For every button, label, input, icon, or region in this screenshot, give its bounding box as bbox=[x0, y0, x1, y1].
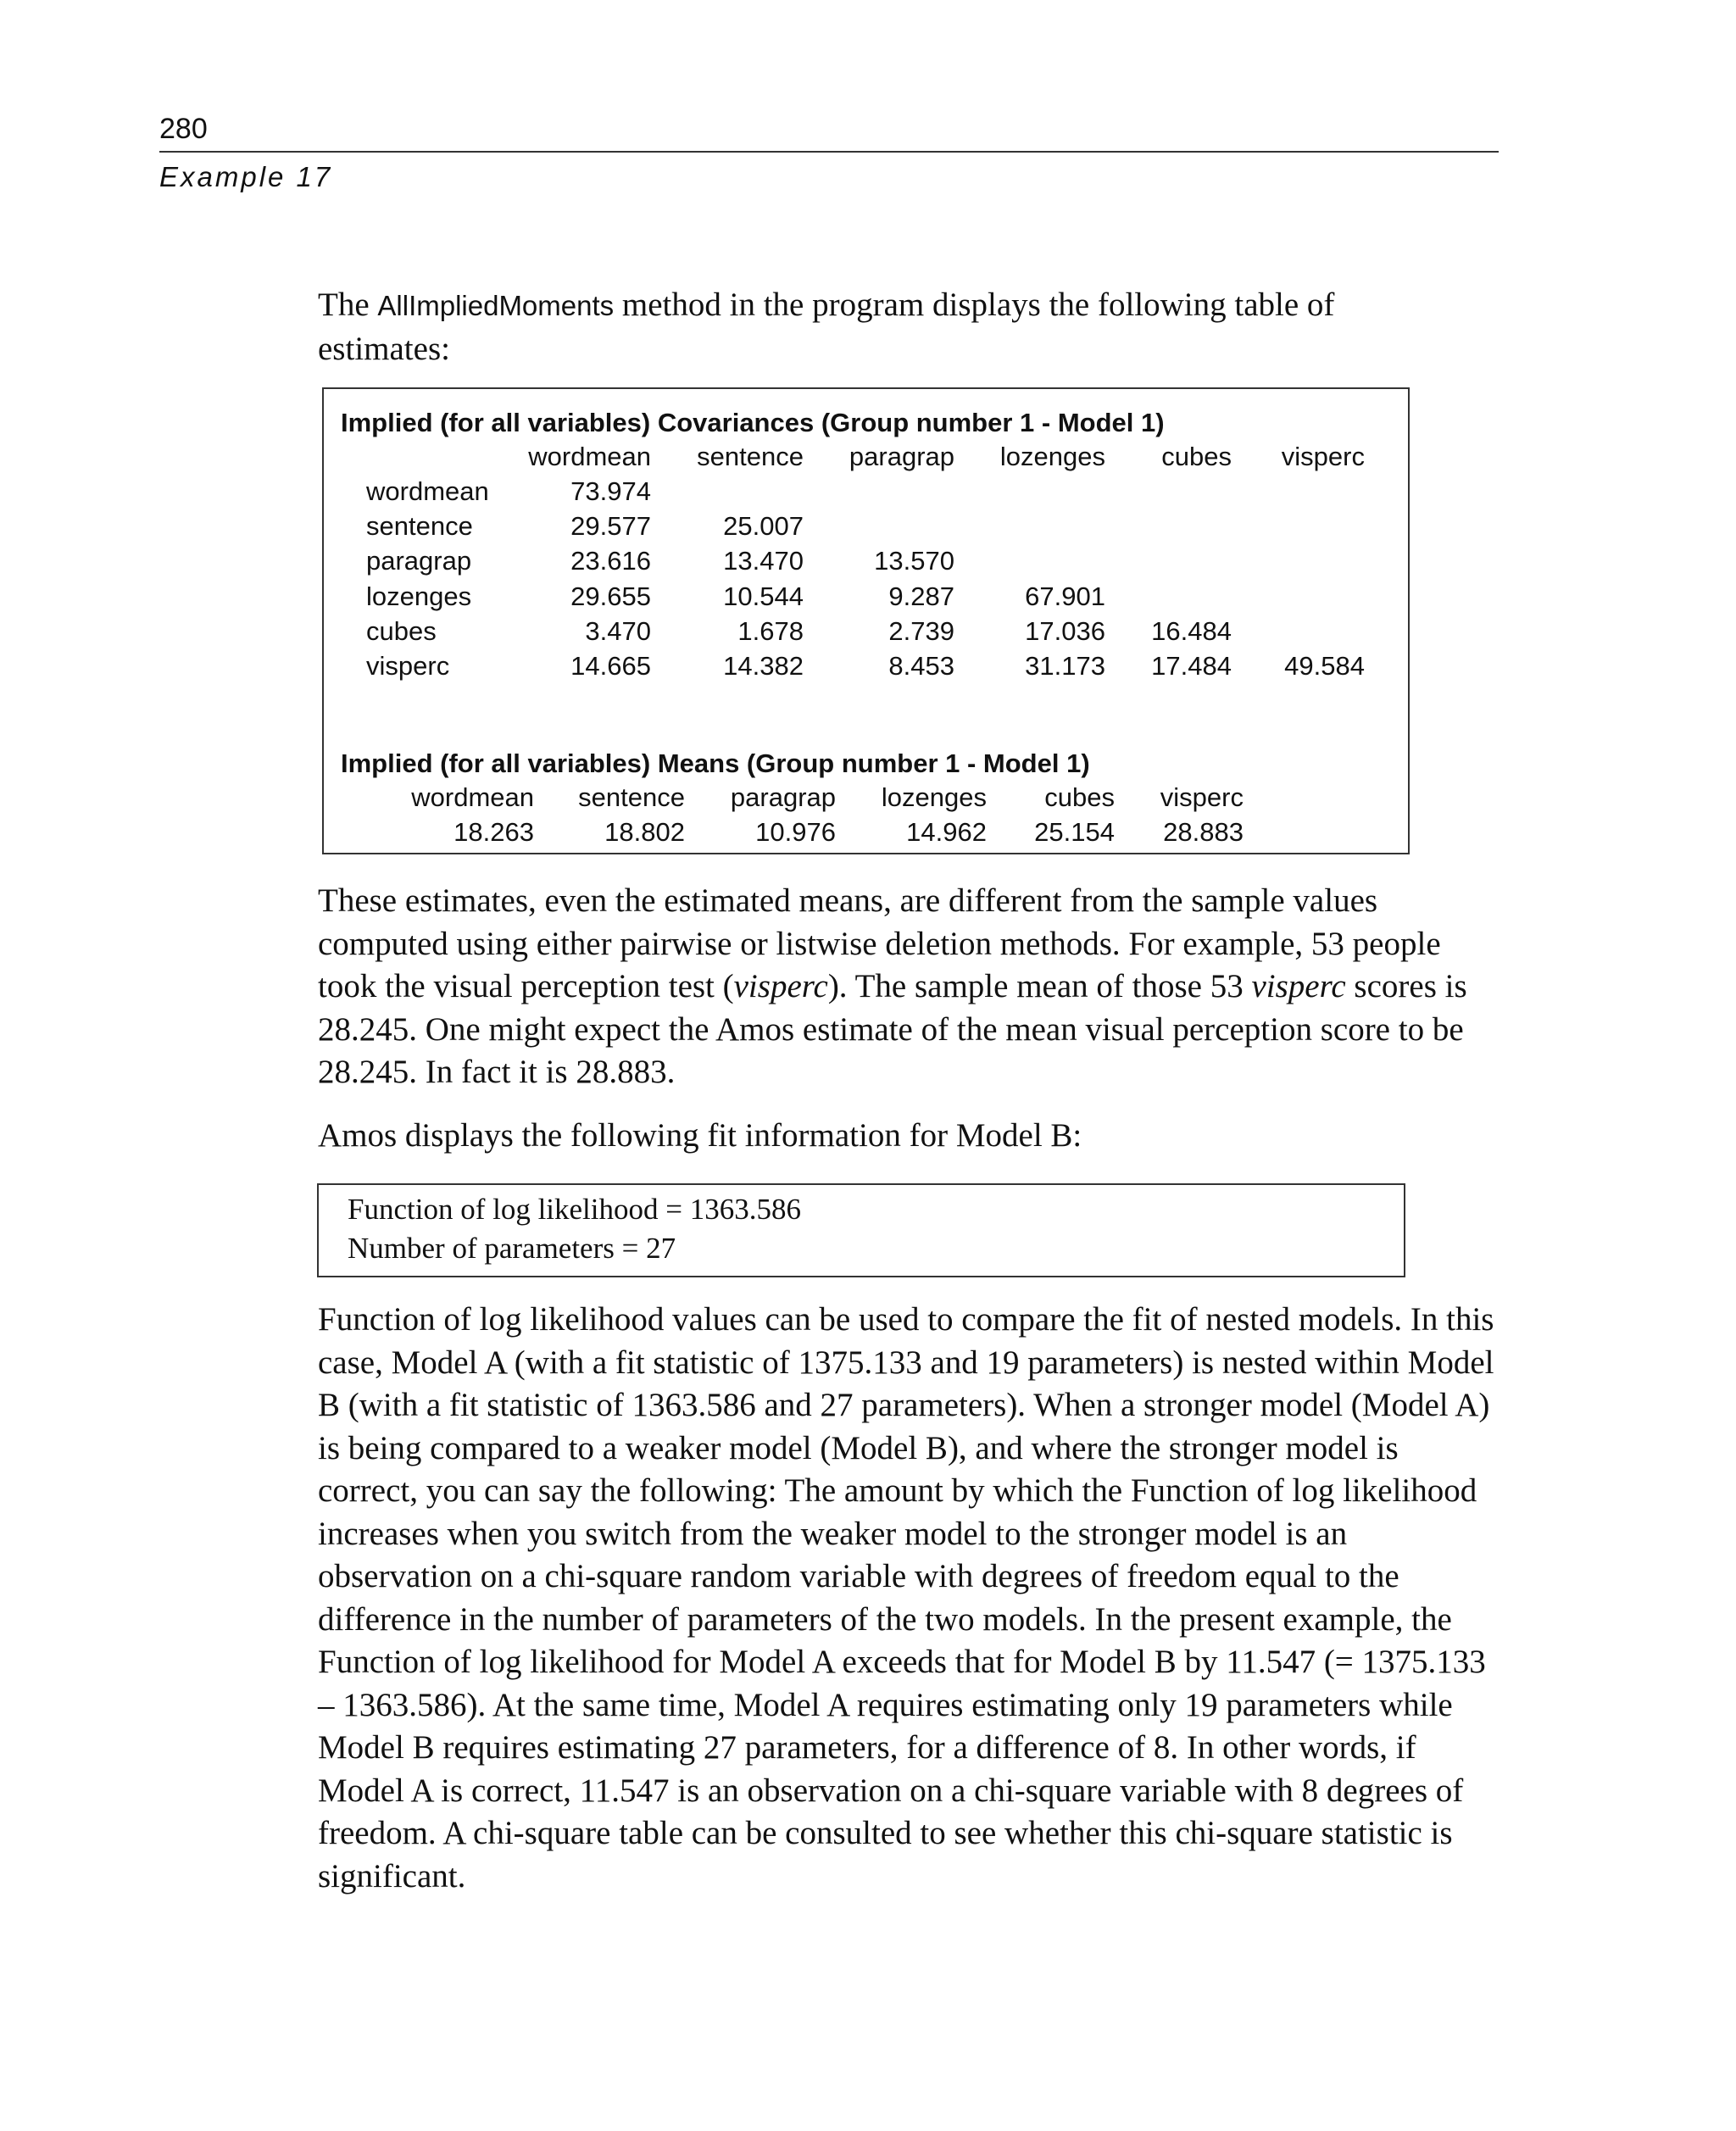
means-value: 10.976 bbox=[755, 817, 836, 847]
fit-line-parameters: Number of parameters = 27 bbox=[348, 1232, 676, 1265]
covariance-column-header: sentence bbox=[697, 442, 804, 471]
covariance-cell: 13.570 bbox=[874, 546, 954, 576]
covariance-row-label: cubes bbox=[366, 615, 437, 646]
means-column-header: lozenges bbox=[881, 782, 987, 812]
means-column-header: cubes bbox=[1044, 782, 1115, 812]
estimates-paragraph bbox=[318, 880, 1505, 1094]
covariance-cell: 29.577 bbox=[570, 511, 651, 542]
covariance-cell: 67.901 bbox=[1025, 581, 1105, 611]
variable-name: visperc bbox=[733, 968, 828, 1004]
covariance-column-header: paragrap bbox=[849, 442, 954, 471]
covariance-column-header: cubes bbox=[1161, 442, 1232, 471]
covariance-cell: 2.739 bbox=[888, 615, 954, 646]
covariance-cell: 14.382 bbox=[723, 651, 804, 681]
nested-models-paragraph: Function of log likelihood values can be used to compare the fit of nested models. In this case, Model A (with a fit statistic of 1375.133 and 19 parameters) is nested within Model B (with a fit statistic of 1363.586 and 27 parameters). When a stronger model (Model A) is being compared to a weaker model (Model B), and where the stronger model is correct, you can say the following: The amount by which the Function of log likelihood increases when you switch from the weaker model to the stronger model is an observation on a chi-square random variable with degrees of freedom equal to the difference in the number of parameters of the two models. In the present example, the Function of log likelihood for Model A exceeds that for Model B by 11.547 (= 1375.133 – 1363.586). At the same time, Model A requires estimating only 19 parameters while Model B requires estimating 27 parameters, for a difference of 8. In other words, if Model A is correct, 11.547 is an observation on a chi-square variable with 8 degrees of freedom. A chi-square table can be consulted to see whether this chi-square statistic is significant. bbox=[318, 1301, 1494, 1895]
means-column-header: paragrap bbox=[730, 782, 836, 812]
intro-paragraph bbox=[318, 284, 1420, 370]
covariance-cell: 13.470 bbox=[723, 546, 804, 576]
fit-line-log-likelihood: Function of log likelihood = 1363.586 bbox=[348, 1193, 801, 1226]
covariance-cell: 31.173 bbox=[1025, 651, 1105, 681]
means-title: Implied (for all variables) Means (Group number 1 - Model 1) bbox=[341, 748, 1090, 778]
covariance-cell: 3.470 bbox=[585, 615, 651, 646]
covariance-cell: 25.007 bbox=[723, 511, 804, 542]
covariance-cell: 10.544 bbox=[723, 581, 804, 611]
covariance-cell: 9.287 bbox=[888, 581, 954, 611]
covariance-cell: 14.665 bbox=[570, 651, 651, 681]
covariance-cell: 1.678 bbox=[737, 615, 804, 646]
covariance-row-label: wordmean bbox=[366, 476, 489, 506]
covariance-cell: 23.616 bbox=[570, 546, 651, 576]
covariance-row-label: sentence bbox=[366, 511, 473, 542]
covariance-cell: 49.584 bbox=[1284, 651, 1365, 681]
estimates-text-3: scores is 28.245. One might expect the Amos estimate of the mean visual perception score to be 28.245. In fact it is 28.883. bbox=[318, 968, 1467, 1090]
means-value: 14.962 bbox=[906, 817, 987, 847]
method-name: AllImpliedMoments bbox=[377, 290, 615, 321]
covariance-row-label: visperc bbox=[366, 651, 450, 681]
covariance-cell: 17.484 bbox=[1151, 651, 1232, 681]
covariance-column-header: wordmean bbox=[528, 442, 651, 471]
page-number: 280 bbox=[159, 113, 208, 145]
covariance-cell: 16.484 bbox=[1151, 615, 1232, 646]
means-value: 28.883 bbox=[1163, 817, 1244, 847]
means-value: 18.263 bbox=[453, 817, 534, 847]
covariance-column-header: lozenges bbox=[999, 442, 1105, 471]
estimates-text-1: These estimates, even the estimated means, are different from the sample values computed using either pairwise or listwise deletion methods. For example, 53 people took the visual perception test ( bbox=[318, 882, 1441, 1004]
fit-intro-paragraph: Amos displays the following fit information for Model B: bbox=[318, 1117, 1082, 1154]
means-column-header: visperc bbox=[1160, 782, 1244, 812]
covariance-cell: 29.655 bbox=[570, 581, 651, 611]
intro-text-after: method in the program displays the following table of estimates: bbox=[318, 287, 1335, 367]
running-head: Example 17 bbox=[159, 161, 333, 192]
means-column-header: sentence bbox=[578, 782, 685, 812]
covariance-row-label: lozenges bbox=[366, 581, 472, 611]
covariance-column-header: visperc bbox=[1281, 442, 1365, 471]
covariances-title: Implied (for all variables) Covariances (Group number 1 - Model 1) bbox=[341, 408, 1165, 437]
covariance-cell: 73.974 bbox=[570, 476, 651, 506]
fit-information-box bbox=[317, 1183, 1405, 1277]
covariance-cell: 8.453 bbox=[888, 651, 954, 681]
covariance-row-label: paragrap bbox=[366, 546, 472, 576]
means-value: 25.154 bbox=[1034, 817, 1115, 847]
variable-name: visperc bbox=[1251, 968, 1346, 1004]
covariance-cell: 17.036 bbox=[1025, 615, 1105, 646]
means-column-header: wordmean bbox=[411, 782, 534, 812]
implied-moments-output-box bbox=[322, 387, 1410, 854]
means-value: 18.802 bbox=[604, 817, 685, 847]
header-rule bbox=[159, 151, 1499, 153]
intro-text-before: The bbox=[318, 287, 378, 323]
estimates-text-2: ). The sample mean of those 53 bbox=[827, 968, 1252, 1004]
